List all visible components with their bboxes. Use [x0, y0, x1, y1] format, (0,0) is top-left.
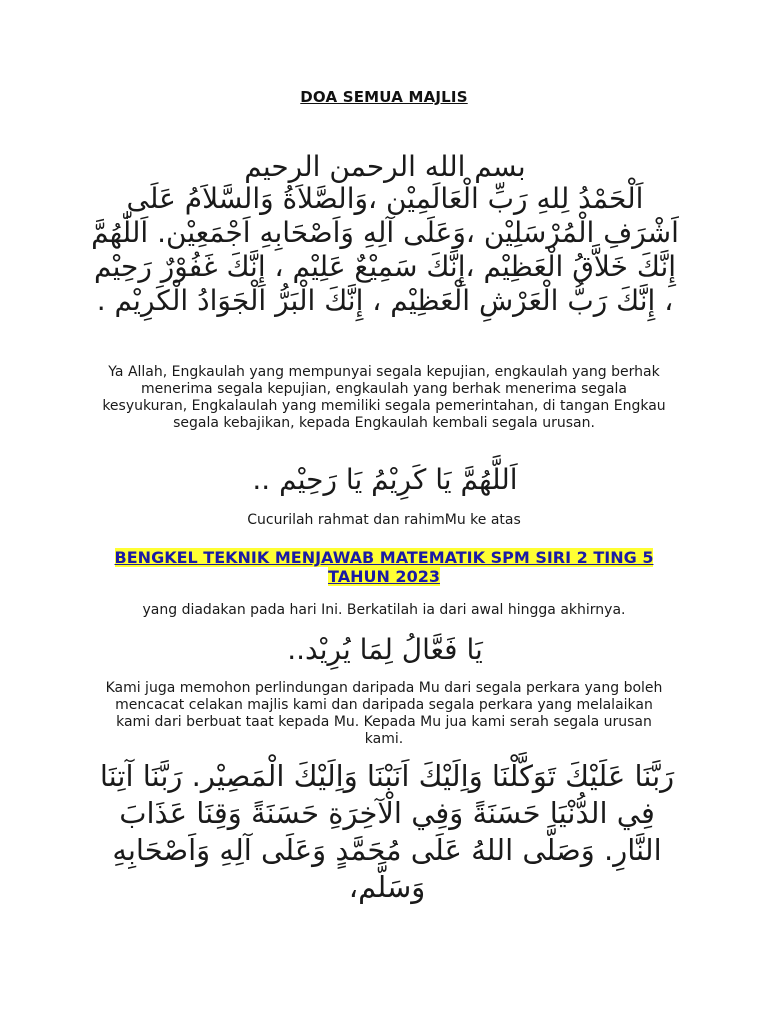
document-title: DOA SEMUA MAJLIS	[300, 88, 468, 106]
opening-doa-arabic: اَلْحَمْدُ لِلهِ رَبِّ الْعَالَمِيْن ،وَالصَّلاَةُ وَالسَّلاَمُ عَلَى اَشْرَفِ الْمُرْسَلِيْن ،وَعَلَى آلِهِ وَاَصْحَابِهِ اَجْمَعِيْن. اَللّٰهُمَّ إِنَّكَ خَلاَّقُ الْعَظِيْم ،إِنَّكَ سَمِيْعٌ عَلِيْم ، إِنَّكَ غَفُوْرٌ رَحِيْم ، إِنَّكَ رَبُّ الْعَرْشِ الْعَظِيْم ، إِنَّكَ الْبَرُّ الْجَوَادُ الْكَرِيْم .	[91, 182, 679, 317]
basmalah-text: بسم الله الرحمن الرحيم	[244, 150, 526, 183]
ya-faal-arabic: يَا فَعَّالُ لِمَا يُرِيْد..	[287, 633, 483, 666]
program-title-highlight	[100, 548, 668, 586]
program-title-text: BENGKEL TEKNIK MENJAWAB MATEMATIK SPM SIRI 2 TING 5 TAHUN 2023	[114, 548, 654, 586]
translation-paragraph-2: Kami juga memohon perlindungan daripada Mu dari segala perkara yang boleh mencacat celakan majlis kami dan daripada segala perkara yang melalaikan kami dari berbuat taat kepada Mu. Kepada Mu jua kami serah segala urusan kami.	[105, 680, 663, 747]
blessing-line: yang diadakan pada hari Ini. Berkatilah ia dari awal hingga akhirnya.	[142, 602, 626, 618]
translation-paragraph-1: Ya Allah, Engkaulah yang mempunyai segala kepujian, engkaulah yang berhak menerima segala kepujian, engkaulah yang berhak menerima segala kesyukuran, Engkalaulah yang memiliki segala pemerintahan, di tangan Engkau segala kebajikan, kepada Engkaulah kembali segala urusan.	[102, 364, 666, 431]
ya-karim-arabic: اَللَّهُمَّ يَا كَرِيْمُ يَا رَحِيْم ..	[252, 463, 518, 496]
rahmat-line: Cucurilah rahmat dan rahimMu ke atas	[247, 512, 521, 528]
closing-doa-arabic: رَبَّنَا عَلَيْكَ تَوَكَّلْنَا وَاِلَيْكَ اَنَبْنَا وَاِلَيْكَ الْمَصِيْر. رَبَّنَا آتِنَا فِي الدُّنْيَا حَسَنَةً وَفِي الْآخِرَةِ حَسَنَةً وَقِنَا عَذَابَ النَّارِ. وَصَلَّى اللهُ عَلَى مُحَمَّدٍ وَعَلَى آلِهِ وَاَصْحَابِهِ وَسَلَّم،	[99, 759, 675, 904]
